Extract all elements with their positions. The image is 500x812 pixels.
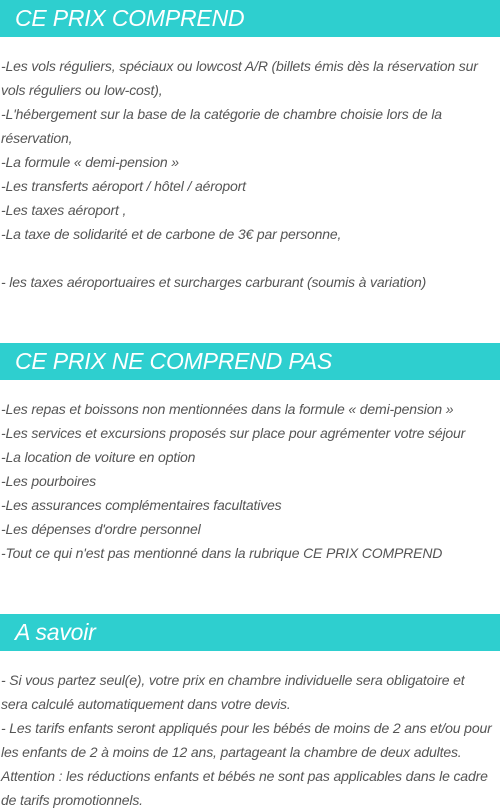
section-good-to-know [0,614,500,812]
text-line: Attention : les réductions enfants et bébés ne sont pas applicables dans le cadre [1,768,488,784]
text-line: -L'hébergement sur la base de la catégorie de chambre choisie lors de la [1,106,442,122]
section-body [0,54,500,294]
text-line: -La formule « demi-pension » [1,154,179,170]
section-header [0,343,500,380]
text-line: -Les assurances complémentaires facultatives [1,497,282,513]
section-header [0,0,500,37]
blank-line [1,246,500,270]
text-line: -Les transferts aéroport / hôtel / aéroport [1,178,246,194]
text-line: -Les taxes aéroport , [1,202,127,218]
section-title: A savoir [15,619,96,645]
text-line: - Si vous partez seul(e), votre prix en chambre individuelle sera obligatoire et [1,672,465,688]
text-line: -La taxe de solidarité et de carbone de 3€ par personne, [1,226,342,242]
text-line: -Les vols réguliers, spéciaux ou lowcost A/R (billets émis dès la réservation sur [1,58,478,74]
section-header [0,614,500,651]
section-excludes [0,343,500,565]
text-line: de tarifs promotionnels. [1,792,143,808]
text-line: - les taxes aéroportuaires et surcharges carburant (soumis à variation) [1,274,427,290]
section-title: CE PRIX NE COMPREND PAS [15,348,333,374]
section-body [0,397,500,565]
text-line: -La location de voiture en option [1,449,196,465]
section-body [0,668,500,812]
section-includes [0,0,500,294]
section-title: CE PRIX COMPREND [15,5,245,31]
text-line: -Les pourboires [1,473,97,489]
text-line: réservation, [1,130,73,146]
text-line: -Les services et excursions proposés sur place pour agrémenter votre séjour [1,425,466,441]
text-line: -Les dépenses d'ordre personnel [1,521,201,537]
text-line: sera calculé automatiquement dans votre devis. [1,696,291,712]
text-line: -Tout ce qui n'est pas mentionné dans la rubrique CE PRIX COMPREND [1,545,443,561]
text-line: vols réguliers ou low-cost), [1,82,163,98]
text-line: -Les repas et boissons non mentionnées dans la formule « demi-pension » [1,401,454,417]
text-line: les enfants de 2 à moins de 12 ans, partageant la chambre de deux adultes. [1,744,462,760]
text-line: - Les tarifs enfants seront appliqués pour les bébés de moins de 2 ans et/ou pour [1,720,492,736]
